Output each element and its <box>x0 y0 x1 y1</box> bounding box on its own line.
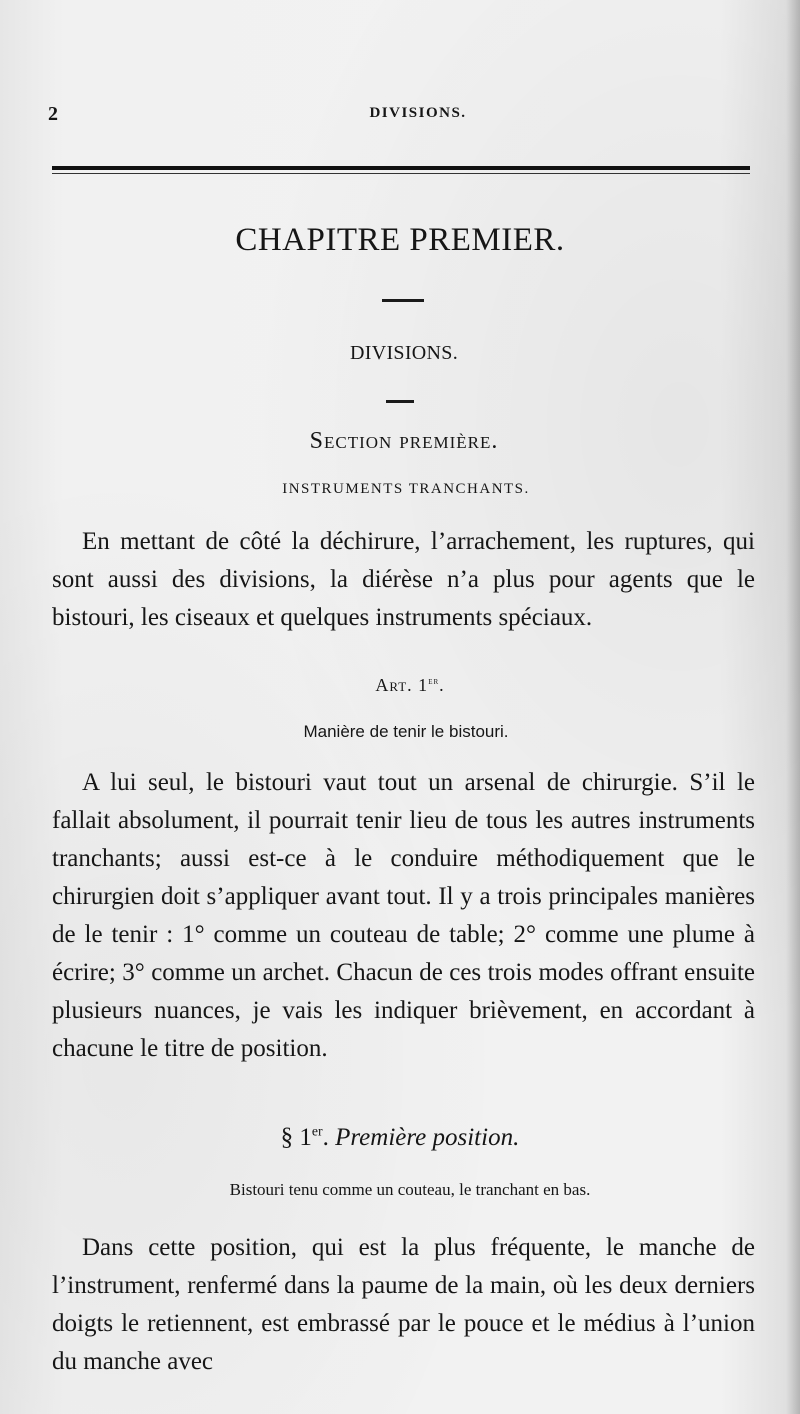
article-subtitle: Manière de tenir le bistouri. <box>303 722 509 741</box>
header-rule-thin <box>52 173 750 174</box>
article-label: Art. 1 <box>375 675 429 695</box>
intro-paragraph: En mettant de côté la déchirure, l’arrachement, les ruptures, qui sont aussi des divisions, la diérèse n’a plus pour agents que le bistouri, les ciseaux et quelques instruments spéciaux. <box>52 528 755 631</box>
paragraph-title: Première position. <box>335 1124 520 1151</box>
paragraph-subtitle: Bistouri tenu comme un couteau, le tranchant en bas. <box>229 1180 591 1199</box>
article-heading <box>0 675 800 696</box>
chapter-title: CHAPITRE PREMIER. <box>235 222 565 258</box>
section-subtitle: INSTRUMENTS TRANCHANTS. <box>282 481 530 497</box>
running-title: DIVISIONS. <box>369 105 467 121</box>
article-superscript: er <box>428 676 440 688</box>
header-rule-thick <box>52 166 750 170</box>
position-paragraph: Dans cette position, qui est la plus fréquente, le manche de l’instrument, renfermé dans la paume de la main, où les deux derniers doigts le retiennent, est embrassé par le pouce et le médius à l’union du manche avec <box>52 1234 755 1375</box>
separator-dash <box>382 299 424 302</box>
page-number: 2 <box>48 103 58 125</box>
separator-dash <box>386 400 414 403</box>
paragraph-heading <box>0 1124 800 1152</box>
article-end: . <box>439 675 445 695</box>
paragraph-separator: . <box>322 1124 336 1151</box>
page-edge-shadow <box>786 0 800 1414</box>
paragraph-prefix: § 1 <box>280 1124 312 1151</box>
running-head <box>48 103 748 127</box>
article-paragraph: A lui seul, le bistouri vaut tout un arsenal de chirurgie. S’il le fallait absolument, il pourrait tenir lieu de tous les autres instruments tranchants; aussi est-ce à le conduire méthodiquement que le chirurgien doit s’appliquer avant tout. Il y a trois principales manières de le tenir : 1° comme un couteau de table; 2° comme une plume à écrire; 3° comme un archet. Chacun de ces trois modes offrant ensuite plusieurs nuances, je vais les indiquer brièvement, en accordant à chacune le titre de position. <box>52 769 755 1062</box>
section-title: Section première. <box>309 428 499 454</box>
chapter-subtitle: DIVISIONS. <box>350 342 458 364</box>
paragraph-superscript: er <box>311 1123 323 1139</box>
